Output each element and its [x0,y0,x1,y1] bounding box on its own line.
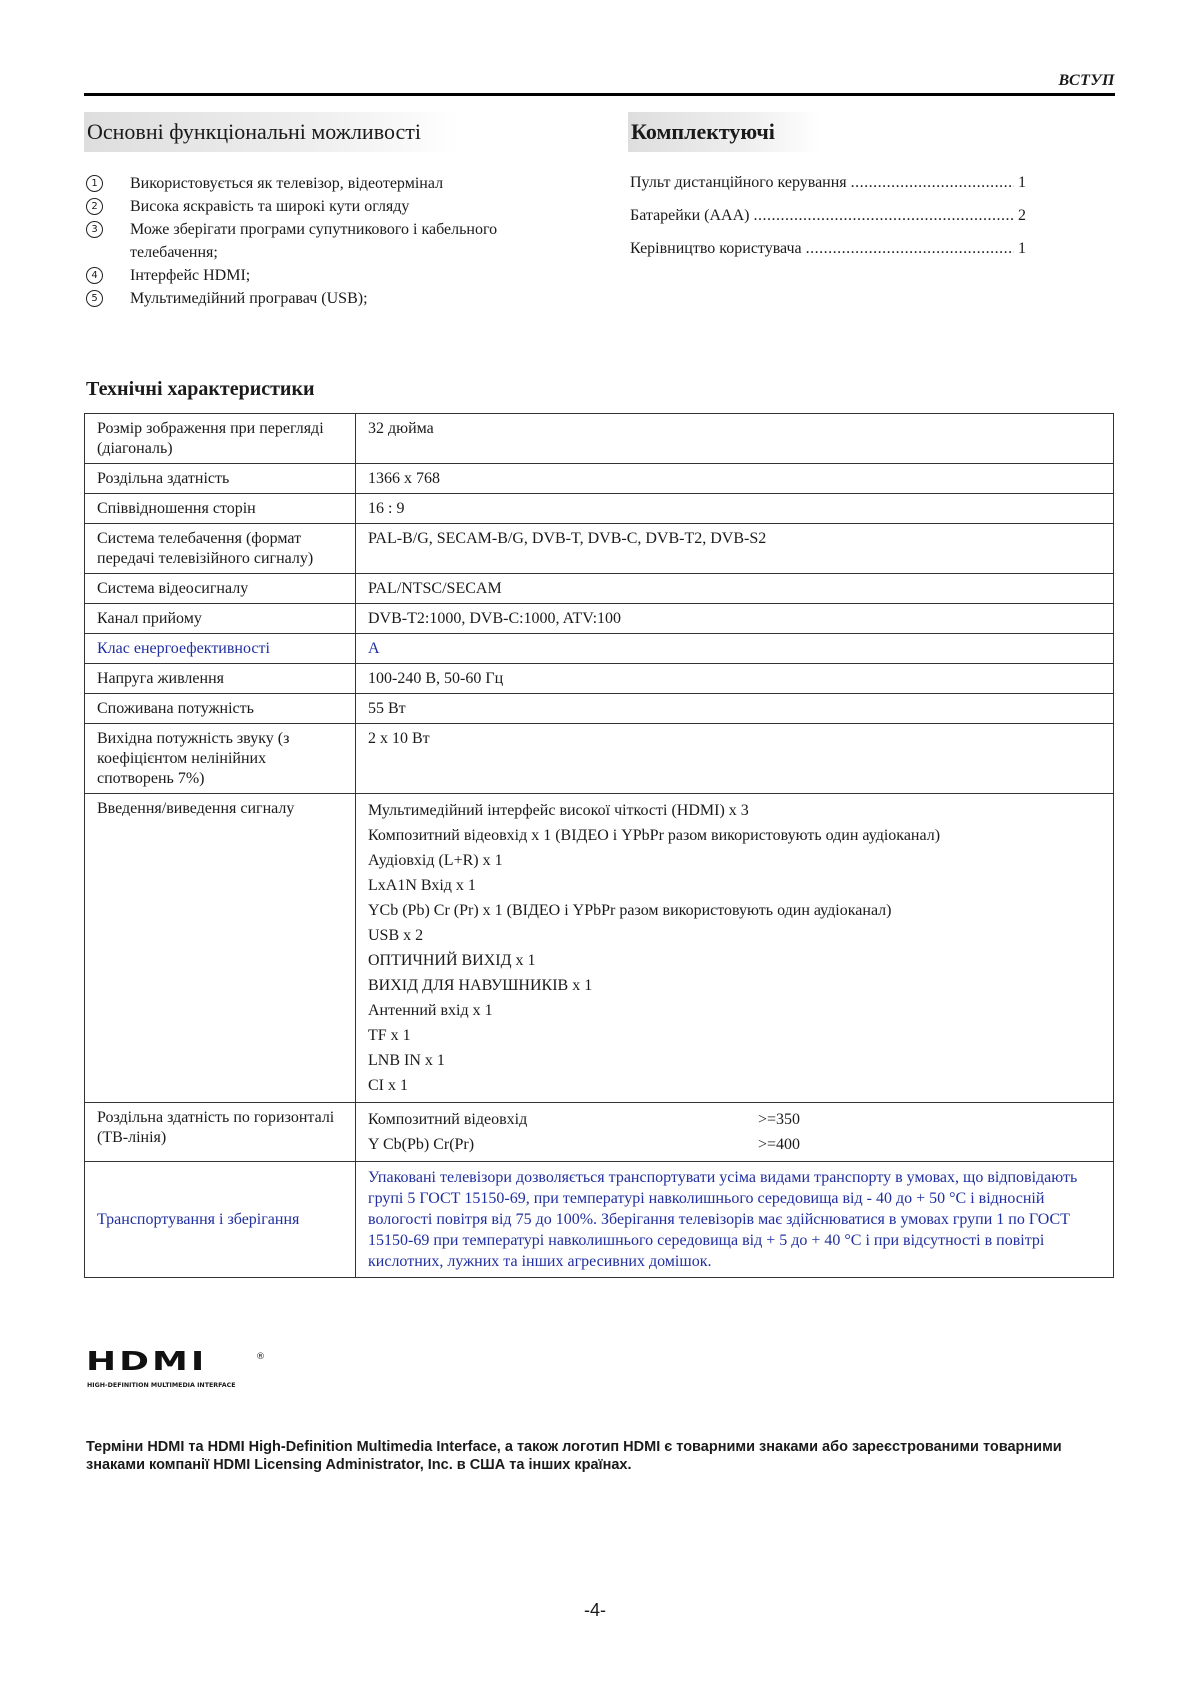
specs-table [84,413,1114,1278]
package-list [630,172,1026,271]
table-row: Роздільна здатність по горизонталі (ТВ-лінія) Композитний відеовхід >=350 Y Cb(Pb) Cr(Pr) >=400 [85,1103,1114,1162]
table-row: Роздільна здатність 1366 x 768 [85,464,1114,494]
list-item: 4 Інтерфейс HDMI; [86,264,566,287]
circled-number: 5 [86,290,103,307]
table-row: Вихідна потужність звуку (з коефіцієнтом нелінійних спотворень 7%) 2 x 10 Вт [85,724,1114,794]
features-heading: Основні функціональні можливості [84,112,459,152]
table-row: Розмір зображення при перегляді (діагональ) 32 дюйма [85,414,1114,464]
list-item: Батарейки (ААА) ..... 2 [630,205,1026,238]
header-divider [84,93,1115,96]
circled-number: 3 [86,221,103,238]
table-row: Транспортування і зберігання Упаковані телевізори дозволяється транспортувати усіма видами транспорту в умовах, що відповідають групі 5 ГОСТ 15150-69, при температурі навколишнього середовища від - 40 до + 50 °С і відносній вологості повітря від 75 до 100%. Зберігання телевізорів має здійснюватися в умовах групи 1 по ГОСТ 15150-69 при температурі навколишнього середовища від + 5 до + 40 °С і при відсутності в повітрі кислотних, лужних та інших агресивних домішок. [85,1162,1114,1278]
list-item: Пульт дистанційного керування ..... 1 [630,172,1026,205]
io-list: Мультимедійний інтерфейс високої чіткості (HDMI) x 3 Композитний відеовхід x 1 (ВІДЕО і YPbPr разом використовують один аудіоканал) Аудіовхід (L+R) x 1 LxA1N Вхід x 1 YCb (Pb) Cr (Pr) x 1 (ВІДЕО і YPbPr разом використовують один аудіоканал) USB x 2 ОПТИЧНИЙ ВИХІД x 1 ВИХІД ДЛЯ НАВУШНИКІВ x 1 Антенний вхід x 1 TF x 1 LNB IN x 1 CI x 1 [356,794,1114,1103]
table-row: Співвідношення сторін 16 : 9 [85,494,1114,524]
table-row: Клас енергоефективності A [85,634,1114,664]
resolution-list: Композитний відеовхід >=350 Y Cb(Pb) Cr(Pr) >=400 [356,1103,1114,1162]
page-number: -4- [584,1600,606,1620]
table-row: Споживана потужність 55 Вт [85,694,1114,724]
list-item: Керівництво користувача ..... 1 [630,238,1026,271]
table-row: Система телебачення (формат передачі телевізійного сигналу) PAL-B/G, SECAM-B/G, DVB-T, DVB-C, DVB-T2, DVB-S2 [85,524,1114,574]
dot-leader [806,238,1014,271]
circled-number: 1 [86,175,103,192]
circled-number: 4 [86,267,103,284]
hdmi-logo: HDMI ® HIGH-DEFINITION MULTIMEDIA INTERFACE [86,1347,265,1389]
section-title: ВСТУП [1058,72,1115,89]
table-row: Напруга живлення 100-240 В, 50-60 Гц [85,664,1114,694]
list-item: 3 Може зберігати програми супутникового і кабельного телебачення; [86,218,566,264]
trademark-notice: Терміни HDMI та HDMI High-Definition Multimedia Interface, а також логотип HDMI є товарними знаками або зареєстрованими товарними знаками компанії HDMI Licensing Administrator, Inc. в США та інших країнах. [86,1439,1062,1473]
registered-mark-icon: ® [256,1352,265,1362]
circled-number: 2 [86,198,103,215]
table-row: Введення/виведення сигналу Мультимедійний інтерфейс високої чіткості (HDMI) x 3 Композитний відеовхід x 1 (ВІДЕО і YPbPr разом використовують один аудіоканал) Аудіовхід (L+R) x 1 LxA1N Вхід x 1 YCb (Pb) Cr (Pr) x 1 (ВІДЕО і YPbPr разом використовують один аудіоканал) USB x 2 ОПТИЧНИЙ ВИХІД x 1 ВИХІД ДЛЯ НАВУШНИКІВ x 1 Антенний вхід x 1 TF x 1 LNB IN x 1 CI x 1 [85,794,1114,1103]
list-item: 1 Використовується як телевізор, відеотермінал [86,172,566,195]
specs-heading: Технічні характеристики [86,378,315,400]
table-row: Канал прийому DVB-T2:1000, DVB-C:1000, ATV:100 [85,604,1114,634]
dot-leader [851,172,1014,205]
dot-leader [753,205,1014,238]
features-list [86,172,566,310]
table-row: Система відеосигналу PAL/NTSC/SECAM [85,574,1114,604]
list-item: 2 Висока яскравість та широкі кути огляду [86,195,566,218]
package-heading: Комплектуючі [628,112,821,152]
list-item: 5 Мультимедійний програвач (USB); [86,287,566,310]
